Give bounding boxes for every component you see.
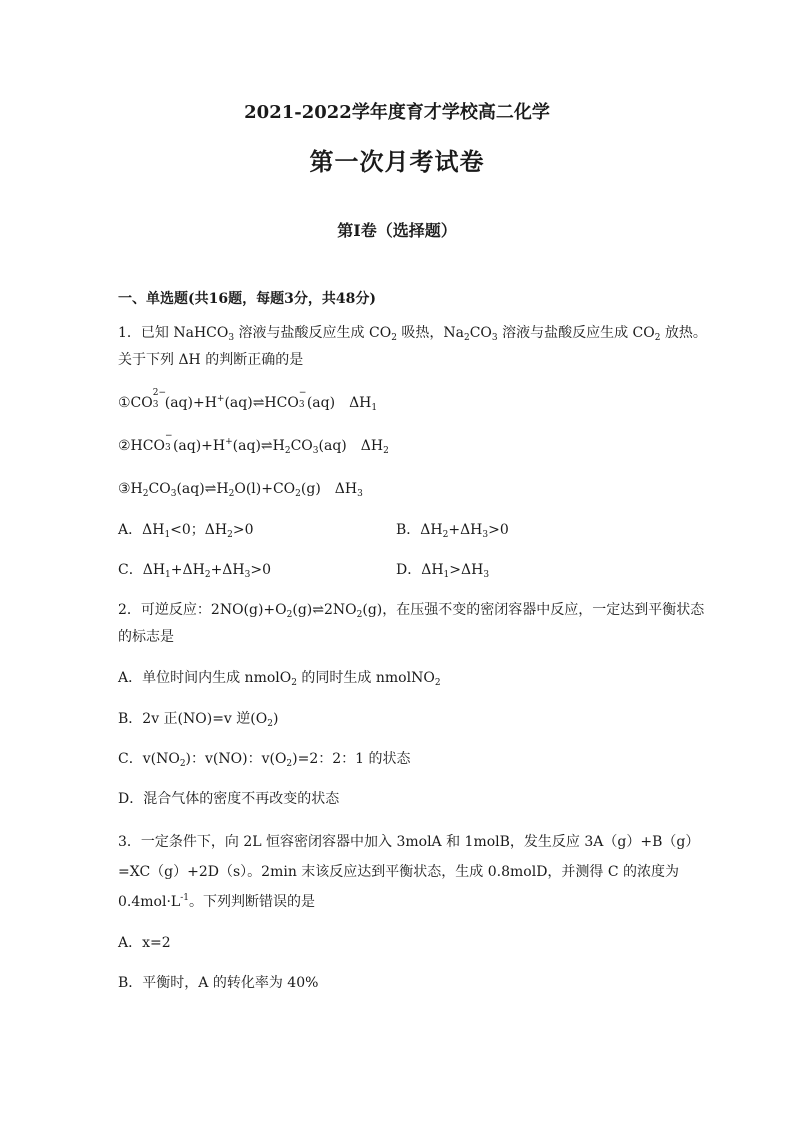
q1-reaction-1: ①CO 2− 3 (aq)+H+(aq)⇌HCO − 3 (aq) $\Delta H_1$ <box>118 388 378 413</box>
q1-reaction-3: $③H_2CO_3(aq)\rightleftharpoons H_2O(l)+CO_2(g)$ $\Delta H_3$ <box>118 481 363 499</box>
q2-stem-line2: 的标志是 <box>118 629 174 645</box>
q3-stem-line1: 3．一定条件下，向 2L 恒容密闭容器中加入 3molA 和 1molB，发生反应 3A（g）+B（g） <box>118 834 700 850</box>
q2-option-b: B．2v 正(NO)=v 逆$(O_2)$ <box>118 711 279 729</box>
exam-title: 第一次月考试卷 <box>309 147 485 176</box>
q2-stem-line1: 2．可逆反应：$2NO(g)+O_2(g)\rightleftharpoons 2NO_2(g)$，在压强不变的密闭容器中反应，一定达到平衡状态 <box>118 602 705 620</box>
q1-option-c: C．$\Delta H_1+\Delta H_2+\Delta H_3>0$ <box>118 562 271 580</box>
q1-reaction-2: ②HCO − 3 $(aq)+H^+(aq)\rightleftharpoons H_2CO_3(aq)$ $\Delta H_2$ <box>118 431 389 456</box>
q1-option-d: D．$\Delta H_1>\Delta H_3$ <box>396 562 490 580</box>
q1-option-b: B．$\Delta H_2+\Delta H_3>0$ <box>396 522 509 540</box>
q3-stem-line3: $0.4mol\cdot L^{-1}$。下列判断错误的是 <box>118 893 315 910</box>
q2-option-c: C．$v(NO_2)$：v(NO)：$v(O_2)=2$：2：1 的状态 <box>118 751 411 769</box>
q1-stem-line1: 1．已知 NaHCO$_3$ 溶液与盐酸反应生成 $CO_2$ 吸热，$Na_2CO_3$ 溶液与盐酸反应生成 $CO_2$ 放热。 <box>118 325 707 343</box>
section-heading: 一、单选题(共16题，每题3分，共48分) <box>118 291 376 307</box>
q2-option-d: D．混合气体的密度不再改变的状态 <box>118 791 340 807</box>
q3-stem-line2: =XC（g）+2D（s）。2min 末该反应达到平衡状态，生成 0.8molD，并测得 C 的浓度为 <box>118 864 680 880</box>
q1-stem-line2: 关于下列 ΔH 的判断正确的是 <box>118 352 304 368</box>
q3-option-a: A．x=2 <box>118 935 171 951</box>
q3-option-b: B．平衡时，A 的转化率为 40% <box>118 975 319 991</box>
volume-title: 第I卷（选择题） <box>337 221 457 240</box>
school-title: 2021-2022学年度育才学校高二化学 <box>244 102 550 123</box>
q1-option-a: A．$\Delta H_1<0$；$\Delta H_2>0$ <box>118 522 254 540</box>
q2-option-a: A．单位时间内生成 nmolO$_2$ 的同时生成 nmolNO$_2$ <box>118 670 441 688</box>
